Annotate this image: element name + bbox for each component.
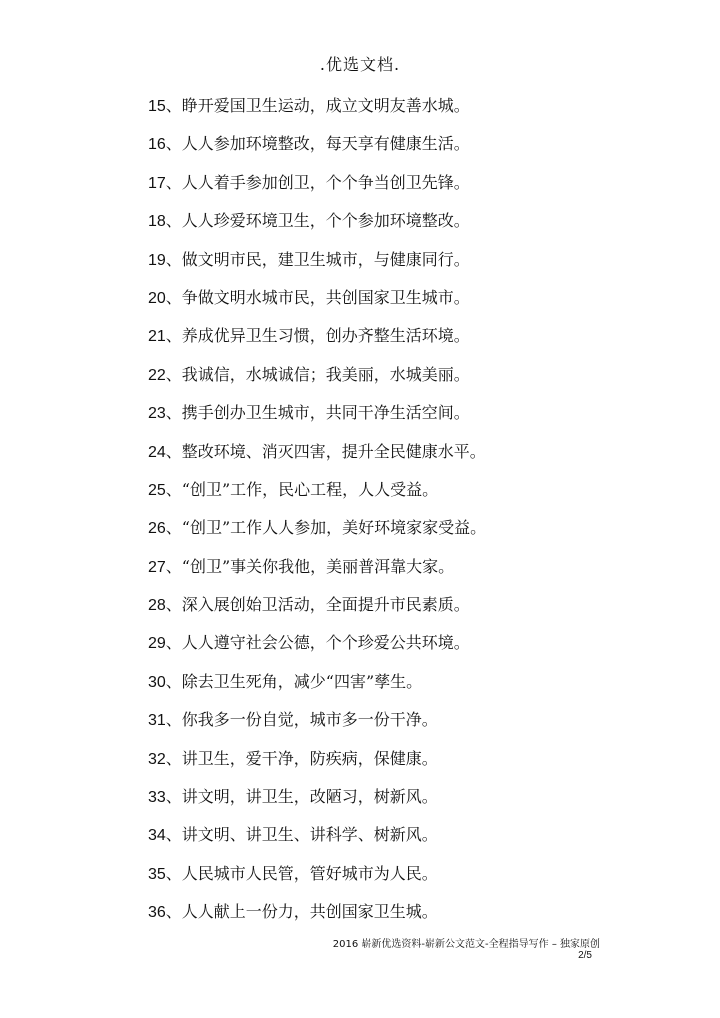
slogan-text: 、讲文明，讲卫生，改陋习，树新风。 <box>165 787 438 807</box>
slogan-number: 19 <box>148 251 166 269</box>
slogan-text: 、你我多一份自觉，城市多一份干净。 <box>165 710 438 730</box>
slogan-item <box>148 246 486 284</box>
slogan-item <box>148 438 486 476</box>
slogan-text: 、我诚信，水城诚信；我美丽，水城美丽。 <box>165 364 470 384</box>
slogan-text: 、人民城市人民管，管好城市为人民。 <box>165 863 438 883</box>
slogan-text: 、“创卫”事关你我他，美丽普洱靠大家。 <box>165 556 455 576</box>
slogan-text: 、“创卫”工作人人参加，美好环境家家受益。 <box>165 518 487 538</box>
slogan-number: 24 <box>148 443 166 461</box>
slogan-item <box>148 476 486 514</box>
slogan-item <box>148 207 486 245</box>
slogan-item <box>148 361 486 399</box>
slogan-item <box>148 284 486 322</box>
slogan-item <box>148 898 486 936</box>
slogan-text: 、人人参加环境整改，每天享有健康生活。 <box>165 134 470 154</box>
slogan-number: 15 <box>148 98 166 115</box>
slogan-item <box>148 399 486 437</box>
slogan-number: 20 <box>148 289 166 307</box>
slogan-item <box>148 553 486 591</box>
slogan-item <box>148 629 486 667</box>
slogan-text: 、讲卫生，爱干净，防疾病，保健康。 <box>165 748 438 768</box>
slogan-text: 、人人着手参加创卫，个个争当创卫先锋。 <box>165 172 470 192</box>
slogan-number: 23 <box>148 405 166 423</box>
slogan-number: 25 <box>148 481 166 499</box>
slogan-text: 、人人珍爱环境卫生，个个参加环境整改。 <box>165 211 470 231</box>
slogan-number: 28 <box>148 597 166 615</box>
slogan-item <box>148 821 486 859</box>
slogan-number: 18 <box>148 213 166 231</box>
slogan-number: 35 <box>148 865 166 883</box>
slogan-text: 、讲文明、讲卫生、讲科学、树新风。 <box>165 825 438 845</box>
page-header: .优选文档. <box>319 55 401 74</box>
slogan-number: 33 <box>148 789 166 807</box>
slogan-item <box>148 92 486 130</box>
slogan-item <box>148 860 486 898</box>
slogan-item <box>148 514 486 552</box>
slogan-text: 、整改环境、消灭四害，提升全民健康水平。 <box>165 441 486 461</box>
slogan-number: 31 <box>148 712 166 730</box>
slogan-number: 17 <box>148 174 166 192</box>
slogan-text: 、深入展创始卫活动，全面提升市民素质。 <box>165 595 470 615</box>
slogan-list <box>148 92 486 937</box>
slogan-number: 27 <box>148 558 166 576</box>
slogan-number: 36 <box>148 904 166 922</box>
slogan-text: 、携手创办卫生城市，共同干净生活空间。 <box>165 403 470 423</box>
slogan-text: 、争做文明水城市民，共创国家卫生城市。 <box>165 287 470 307</box>
slogan-text: 、“创卫”工作，民心工程，人人受益。 <box>165 479 439 499</box>
slogan-item <box>148 130 486 168</box>
slogan-number: 21 <box>148 328 166 346</box>
slogan-number: 34 <box>148 827 166 845</box>
page-number: 2/5 <box>578 950 592 961</box>
slogan-text: 、睁开爱国卫生运动，成立文明友善水城。 <box>165 96 470 115</box>
slogan-item <box>148 668 486 706</box>
slogan-number: 22 <box>148 366 166 384</box>
slogan-item <box>148 591 486 629</box>
slogan-item <box>148 322 486 360</box>
slogan-text: 、人人遵守社会公德，个个珍爱公共环境。 <box>165 633 470 653</box>
slogan-number: 26 <box>148 520 166 538</box>
slogan-item <box>148 706 486 744</box>
slogan-text: 、养成优异卫生习惯，创办齐整生活环境。 <box>165 326 470 346</box>
slogan-item <box>148 169 486 207</box>
slogan-item <box>148 783 486 821</box>
footer-note: 2016 崭新优选资料-崭新公文范文-全程指导写作 – 独家原创 <box>332 939 600 950</box>
slogan-text: 、人人献上一份力，共创国家卫生城。 <box>165 902 438 922</box>
slogan-number: 29 <box>148 635 166 653</box>
slogan-number: 16 <box>148 136 166 154</box>
slogan-number: 30 <box>148 673 166 691</box>
slogan-number: 32 <box>148 750 166 768</box>
slogan-text: 、做文明市民，建卫生城市，与健康同行。 <box>165 249 470 269</box>
slogan-item <box>148 745 486 783</box>
slogan-text: 、除去卫生死角，减少“四害”孳生。 <box>165 671 423 691</box>
